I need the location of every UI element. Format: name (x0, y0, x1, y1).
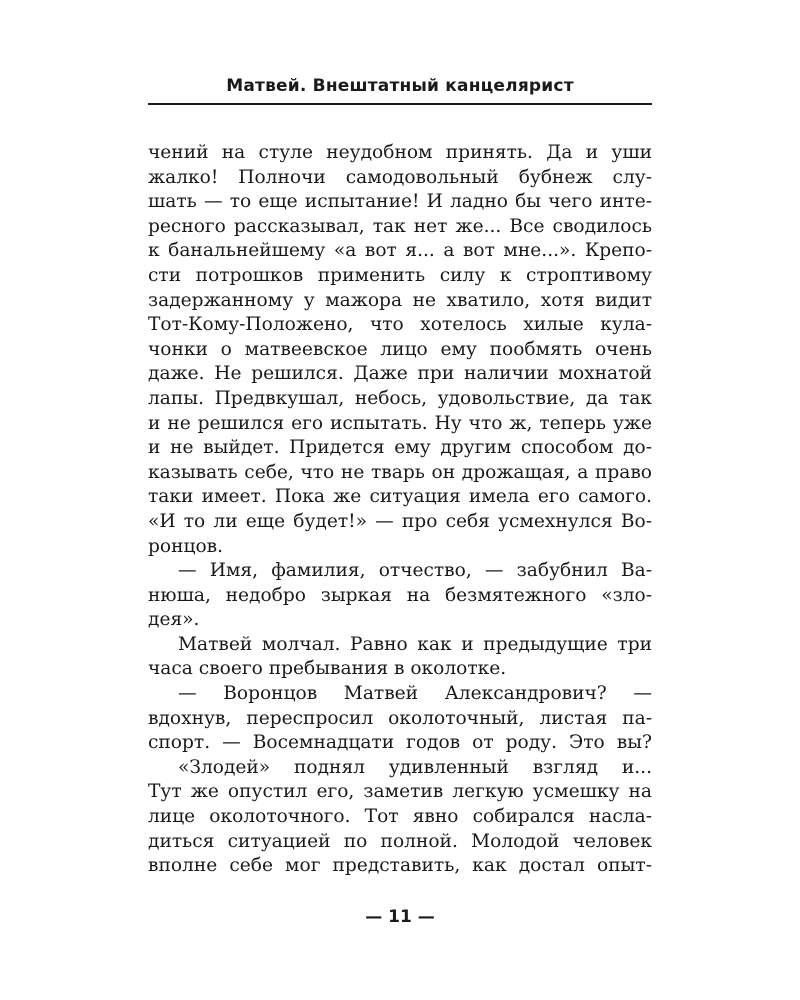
text-line: даже. Не решился. Даже при наличии мохнатой (148, 363, 652, 385)
text-line: «И то ли еще будет!» — про себя усмехнулся Во- (148, 510, 652, 532)
text-line: ресного рассказывал, так нет же... Все сводилось (148, 215, 652, 237)
text-line: часа своего пребывания в околотке. (148, 658, 507, 680)
text-line: лице околоточного. Тот явно собирался насла- (148, 806, 652, 828)
page-number: — 11 — (365, 907, 435, 927)
text-line: лапы. Предвкушал, небось, удовольствие, да так (148, 387, 652, 409)
text-line: жалко! Полночи самодовольный бубнеж слу- (148, 166, 652, 188)
text-line: вполне себе мог представить, как достал опыт- (148, 855, 652, 877)
text-line: задержанному у мажора не хватило, хотя видит (148, 289, 652, 311)
running-head: Матвей. Внештатный канцелярист (226, 76, 574, 96)
text-line: казывать себе, что не тварь он дрожащая, а право (148, 461, 652, 483)
text-line: спорт. — Восемнадцати годов от роду. Это вы? (148, 732, 652, 754)
text-line: и не решился его испытать. Ну что ж, теперь уже (148, 412, 652, 434)
text-line: вдохнув, переспросил околоточный, листая па- (148, 707, 652, 729)
text-line: — Воронцов Матвей Александрович? — (178, 683, 652, 705)
text-line: и не выйдет. Придется ему другим способом до- (148, 437, 652, 459)
text-line: — Имя, фамилия, отчество, — забубнил Ва- (178, 560, 652, 582)
text-line: «Злодей» поднял удивленный взгляд и... (178, 756, 652, 778)
text-line: к банальнейшему «а вот я... а вот мне...». Крепо- (148, 240, 652, 262)
text-line: Тот-Кому-Положено, что хотелось хилые кула- (148, 314, 652, 336)
text-line: диться ситуацией по полной. Молодой человек (148, 830, 652, 852)
text-line: ронцов. (148, 535, 224, 557)
text-line: нюша, недобро зыркая на безмятежного «зло- (148, 584, 652, 606)
text-line: таки имеет. Пока же ситуация имела его самого. (148, 486, 652, 508)
text-line: дея». (148, 609, 200, 631)
text-line: Тут же опустил его, заметив легкую усмешку на (148, 781, 652, 803)
header-rule (148, 103, 652, 105)
text-line: сти потрошков применить силу к строптивому (148, 264, 652, 286)
text-line: чений на стуле неудобном принять. Да и уши (148, 142, 652, 163)
text-line: чонки о матвеевское лицо ему пообмять очень (148, 338, 652, 360)
body-text (148, 141, 652, 879)
text-line: Матвей молчал. Равно как и предыдущие три (178, 633, 652, 655)
text-line: шать — то еще испытание! И ладно бы чего инте- (148, 191, 652, 213)
